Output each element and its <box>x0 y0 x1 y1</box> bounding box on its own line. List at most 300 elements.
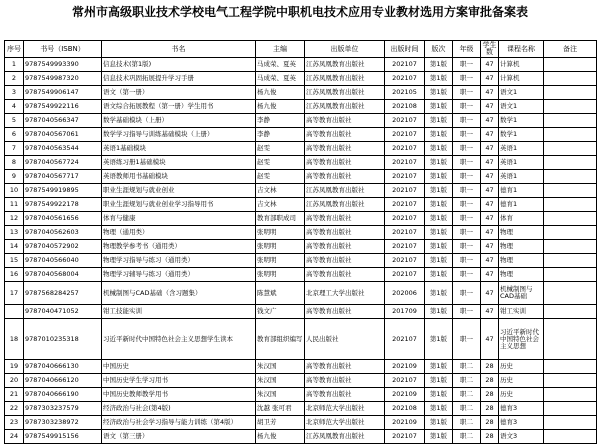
cell-student-count: 47 <box>481 240 499 254</box>
col-header-book: 书名 <box>102 41 256 58</box>
cell-author: 马成荣、夏英 <box>256 58 305 72</box>
cell-publisher: 高等教育出版社 <box>305 170 385 184</box>
cell-grade: 职一 <box>453 198 481 212</box>
cell-author: 教育部职成司 <box>256 212 305 226</box>
cell-grade: 职一 <box>453 184 481 198</box>
cell-book-title: 语文（第三册） <box>102 430 256 444</box>
cell-grade: 职二 <box>453 388 481 402</box>
table-row <box>5 156 597 170</box>
cell-course-name: 语文1 <box>499 86 544 100</box>
cell-remark <box>544 72 597 86</box>
document-title: 常州市高级职业技术学校电气工程学院中职机电技术应用专业教材选用方案审批备案表 <box>71 5 528 19</box>
cell-publish-date: 202107 <box>385 58 425 72</box>
cell-edition: 第1版 <box>425 416 453 430</box>
cell-edition: 第1版 <box>425 254 453 268</box>
cell-grade: 职一 <box>453 254 481 268</box>
cell-row-number: 15 <box>5 254 24 268</box>
cell-edition: 第1版 <box>425 212 453 226</box>
cell-student-count: 47 <box>481 282 499 305</box>
cell-publisher: 江苏凤凰教育出版社 <box>305 198 385 212</box>
cell-author: 赵雯 <box>256 142 305 156</box>
cell-isbn: 9787549987320 <box>24 72 102 86</box>
cell-edition: 第1版 <box>425 198 453 212</box>
cell-student-count: 47 <box>481 114 499 128</box>
cell-isbn: 9787549993390 <box>24 58 102 72</box>
cell-course-name: 英语1 <box>499 156 544 170</box>
cell-row-number: 12 <box>5 212 24 226</box>
cell-row-number: 1 <box>5 58 24 72</box>
cell-student-count: 47 <box>481 198 499 212</box>
cell-isbn: 9787040471052 <box>24 305 102 319</box>
cell-remark <box>544 184 597 198</box>
cell-book-title: 英语练习册1基础模块 <box>102 156 256 170</box>
cell-student-count: 47 <box>481 72 499 86</box>
cell-edition: 第1版 <box>425 360 453 374</box>
cell-course-name: 数学1 <box>499 114 544 128</box>
cell-edition: 第1版 <box>425 128 453 142</box>
col-header-course: 课程名称 <box>499 41 544 58</box>
table-row <box>5 319 597 360</box>
cell-book-title: 中国历史学生学习用书 <box>102 374 256 388</box>
cell-edition: 第1版 <box>425 114 453 128</box>
col-header-author: 主编 <box>256 41 305 58</box>
cell-edition: 第1版 <box>425 430 453 444</box>
cell-grade: 职二 <box>453 360 481 374</box>
cell-publisher: 高等教育出版社 <box>305 360 385 374</box>
cell-grade: 职一 <box>453 212 481 226</box>
cell-isbn: 9787040561656 <box>24 212 102 226</box>
cell-course-name: 物理 <box>499 268 544 282</box>
cell-grade: 职一 <box>453 170 481 184</box>
cell-remark <box>544 360 597 374</box>
cell-course-name: 德育1 <box>499 198 544 212</box>
textbook-approval-table <box>4 40 597 444</box>
table-row <box>5 226 597 240</box>
cell-course-name: 语文3 <box>499 430 544 444</box>
cell-grade: 职二 <box>453 374 481 388</box>
cell-isbn: 9787040566347 <box>24 114 102 128</box>
cell-author: 教育部组织编写 <box>256 319 305 360</box>
cell-grade: 职二 <box>453 430 481 444</box>
cell-publisher: 高等教育出版社 <box>305 128 385 142</box>
cell-remark <box>544 282 597 305</box>
cell-course-name: 计算机 <box>499 58 544 72</box>
cell-isbn: 9787040567717 <box>24 170 102 184</box>
cell-remark <box>544 142 597 156</box>
cell-publisher: 江苏凤凰教育出版社 <box>305 100 385 114</box>
cell-author: 胡卫芳 <box>256 416 305 430</box>
cell-row-number <box>5 305 24 319</box>
cell-row-number: 9 <box>5 170 24 184</box>
cell-edition: 第1版 <box>425 100 453 114</box>
cell-row-number: 5 <box>5 114 24 128</box>
cell-row-number: 21 <box>5 388 24 402</box>
cell-publisher: 高等教育出版社 <box>305 114 385 128</box>
cell-student-count: 28 <box>481 416 499 430</box>
col-header-isbn: 书号（ISBN） <box>24 41 102 58</box>
cell-student-count: 47 <box>481 142 499 156</box>
cell-publisher: 人民出版社 <box>305 319 385 360</box>
cell-book-title: 习近平新时代中国特色社会主义思想学生读本 <box>102 319 256 360</box>
cell-isbn: 9787040563544 <box>24 142 102 156</box>
table-row <box>5 128 597 142</box>
cell-grade: 职一 <box>453 72 481 86</box>
cell-grade: 职二 <box>453 402 481 416</box>
cell-remark <box>544 86 597 100</box>
cell-edition: 第1版 <box>425 388 453 402</box>
cell-edition: 第1版 <box>425 170 453 184</box>
cell-author: 张明明 <box>256 226 305 240</box>
cell-remark <box>544 254 597 268</box>
cell-grade: 职一 <box>453 114 481 128</box>
cell-book-title: 钳工技能实训 <box>102 305 256 319</box>
cell-student-count: 28 <box>481 374 499 388</box>
cell-publish-date: 202107 <box>385 198 425 212</box>
cell-publish-date: 202107 <box>385 128 425 142</box>
cell-publish-date: 202109 <box>385 416 425 430</box>
table-row <box>5 58 597 72</box>
cell-publish-date: 202109 <box>385 388 425 402</box>
cell-row-number: 10 <box>5 184 24 198</box>
cell-isbn: 9787040567724 <box>24 156 102 170</box>
cell-remark <box>544 268 597 282</box>
table-row <box>5 86 597 100</box>
cell-book-title: 语文综合拓展教程（第一册）学生用书 <box>102 100 256 114</box>
cell-book-title: 数学学习指导与训练基础模块（上册） <box>102 128 256 142</box>
cell-author: 李静 <box>256 128 305 142</box>
cell-author: 吉文林 <box>256 184 305 198</box>
cell-publisher: 北京师范大学出版社 <box>305 402 385 416</box>
cell-publisher: 高等教育出版社 <box>305 305 385 319</box>
cell-remark <box>544 430 597 444</box>
col-header-edition: 版次 <box>425 41 453 58</box>
cell-row-number: 18 <box>5 319 24 360</box>
cell-publisher: 高等教育出版社 <box>305 240 385 254</box>
cell-book-title: 英语教师用书基础模块 <box>102 170 256 184</box>
cell-remark <box>544 58 597 72</box>
cell-author: 杨九俊 <box>256 430 305 444</box>
cell-publish-date: 201709 <box>385 305 425 319</box>
cell-publish-date: 202107 <box>385 374 425 388</box>
cell-remark <box>544 212 597 226</box>
cell-grade: 职一 <box>453 128 481 142</box>
cell-isbn: 9787549906147 <box>24 86 102 100</box>
cell-row-number: 13 <box>5 226 24 240</box>
table-row <box>5 388 597 402</box>
cell-row-number: 20 <box>5 374 24 388</box>
cell-author: 张明明 <box>256 254 305 268</box>
col-header-no: 序号 <box>5 41 24 58</box>
cell-book-title: 物理（通用类） <box>102 226 256 240</box>
cell-publisher: 江苏凤凰教育出版社 <box>305 86 385 100</box>
cell-course-name: 语文1 <box>499 100 544 114</box>
table-row <box>5 198 597 212</box>
cell-edition: 第1版 <box>425 58 453 72</box>
table-row <box>5 268 597 282</box>
cell-book-title: 物理学习辅导与练习（通用类） <box>102 268 256 282</box>
cell-student-count: 47 <box>481 254 499 268</box>
cell-author: 朱汉国 <box>256 388 305 402</box>
cell-student-count: 47 <box>481 86 499 100</box>
cell-isbn: 9787040568004 <box>24 268 102 282</box>
cell-row-number: 11 <box>5 198 24 212</box>
cell-author: 张明明 <box>256 240 305 254</box>
cell-publisher: 高等教育出版社 <box>305 388 385 402</box>
cell-author: 吉文林 <box>256 198 305 212</box>
cell-row-number: 2 <box>5 72 24 86</box>
cell-publisher: 江苏凤凰教育出版社 <box>305 58 385 72</box>
table-row <box>5 416 597 430</box>
cell-author: 陈慧斌 <box>256 282 305 305</box>
cell-book-title: 信息技术(第1版) <box>102 58 256 72</box>
cell-book-title: 职业生涯规划与就业创业学习指导用书 <box>102 198 256 212</box>
cell-course-name: 物理 <box>499 226 544 240</box>
cell-course-name: 物理 <box>499 240 544 254</box>
cell-student-count: 28 <box>481 402 499 416</box>
cell-course-name: 机械制图与CAD基础 <box>499 282 544 305</box>
cell-publish-date: 202107 <box>385 430 425 444</box>
cell-publish-date: 202105 <box>385 86 425 100</box>
cell-author: 马成荣、夏英 <box>256 72 305 86</box>
cell-publish-date: 202107 <box>385 156 425 170</box>
table-row <box>5 72 597 86</box>
cell-student-count: 47 <box>481 226 499 240</box>
cell-edition: 第1版 <box>425 240 453 254</box>
cell-edition: 第1版 <box>425 268 453 282</box>
cell-remark <box>544 128 597 142</box>
cell-book-title: 体育与健康 <box>102 212 256 226</box>
cell-book-title: 中国历史教师教学用书 <box>102 388 256 402</box>
cell-remark <box>544 388 597 402</box>
cell-book-title: 经济政治与社会(第4版) <box>102 402 256 416</box>
cell-edition: 第1版 <box>425 374 453 388</box>
cell-student-count: 47 <box>481 319 499 360</box>
table-row <box>5 114 597 128</box>
cell-student-count: 47 <box>481 156 499 170</box>
cell-isbn: 9787040567061 <box>24 128 102 142</box>
cell-grade: 职一 <box>453 86 481 100</box>
cell-publish-date: 202006 <box>385 282 425 305</box>
cell-edition: 第1版 <box>425 72 453 86</box>
cell-author: 杨九俊 <box>256 100 305 114</box>
cell-row-number: 4 <box>5 100 24 114</box>
cell-publisher: 江苏凤凰教育出版社 <box>305 72 385 86</box>
cell-remark <box>544 240 597 254</box>
cell-publisher: 高等教育出版社 <box>305 226 385 240</box>
cell-row-number: 3 <box>5 86 24 100</box>
cell-student-count: 28 <box>481 430 499 444</box>
cell-course-name: 计算机 <box>499 72 544 86</box>
cell-isbn: 9787549915156 <box>24 430 102 444</box>
cell-course-name: 英语1 <box>499 170 544 184</box>
cell-course-name: 习近平新时代中国特色社会主义思想 <box>499 319 544 360</box>
cell-publish-date: 202108 <box>385 100 425 114</box>
cell-isbn: 9787568284257 <box>24 282 102 305</box>
cell-author: 张明明 <box>256 268 305 282</box>
cell-course-name: 历史 <box>499 388 544 402</box>
cell-isbn: 9787040572902 <box>24 240 102 254</box>
cell-grade: 职一 <box>453 282 481 305</box>
table-row <box>5 282 597 305</box>
cell-publish-date: 202107 <box>385 114 425 128</box>
cell-grade: 职一 <box>453 58 481 72</box>
cell-author: 朱汉国 <box>256 360 305 374</box>
cell-author: 杨九俊 <box>256 86 305 100</box>
cell-publish-date: 202107 <box>385 142 425 156</box>
cell-row-number: 23 <box>5 416 24 430</box>
cell-publisher: 北京理工大学出版社 <box>305 282 385 305</box>
cell-publisher: 江苏凤凰教育出版社 <box>305 430 385 444</box>
cell-book-title: 物理教学参考书（通用类） <box>102 240 256 254</box>
cell-remark <box>544 416 597 430</box>
cell-author: 赵雯 <box>256 156 305 170</box>
cell-course-name: 历史 <box>499 360 544 374</box>
cell-remark <box>544 198 597 212</box>
cell-grade: 职一 <box>453 240 481 254</box>
cell-edition: 第1版 <box>425 184 453 198</box>
cell-publisher: 高等教育出版社 <box>305 156 385 170</box>
cell-grade: 职一 <box>453 305 481 319</box>
table-row <box>5 170 597 184</box>
cell-author: 李静 <box>256 114 305 128</box>
cell-publisher: 高等教育出版社 <box>305 142 385 156</box>
cell-isbn: 9787549922116 <box>24 100 102 114</box>
cell-publisher: 高等教育出版社 <box>305 268 385 282</box>
col-header-publisher: 出版单位 <box>305 41 385 58</box>
cell-course-name: 英语1 <box>499 142 544 156</box>
cell-grade: 职一 <box>453 319 481 360</box>
cell-edition: 第1版 <box>425 86 453 100</box>
cell-publisher: 高等教育出版社 <box>305 374 385 388</box>
cell-student-count: 47 <box>481 212 499 226</box>
cell-remark <box>544 100 597 114</box>
cell-isbn: 9787040562603 <box>24 226 102 240</box>
cell-remark <box>544 402 597 416</box>
cell-isbn: 9787040666190 <box>24 388 102 402</box>
cell-row-number: 6 <box>5 128 24 142</box>
cell-student-count: 47 <box>481 268 499 282</box>
cell-isbn: 9787040666130 <box>24 360 102 374</box>
table-row <box>5 254 597 268</box>
table-row <box>5 374 597 388</box>
cell-publisher: 高等教育出版社 <box>305 212 385 226</box>
cell-student-count: 28 <box>481 360 499 374</box>
col-header-date: 出版时间 <box>385 41 425 58</box>
cell-course-name: 体育 <box>499 212 544 226</box>
cell-publish-date: 202109 <box>385 360 425 374</box>
cell-remark <box>544 374 597 388</box>
cell-row-number: 17 <box>5 282 24 305</box>
cell-isbn: 9787549919895 <box>24 184 102 198</box>
table-row <box>5 184 597 198</box>
cell-author: 朱汉国 <box>256 374 305 388</box>
cell-edition: 第1版 <box>425 156 453 170</box>
cell-course-name: 历史 <box>499 374 544 388</box>
cell-remark <box>544 114 597 128</box>
cell-edition: 第1版 <box>425 282 453 305</box>
cell-author: 赵雯 <box>256 170 305 184</box>
cell-book-title: 职业生涯规划与就业创业 <box>102 184 256 198</box>
cell-publish-date: 202108 <box>385 402 425 416</box>
cell-row-number: 14 <box>5 240 24 254</box>
cell-edition: 第1版 <box>425 305 453 319</box>
cell-book-title: 信息技术巩固拓展提升学习手册 <box>102 72 256 86</box>
cell-row-number: 24 <box>5 430 24 444</box>
cell-publish-date: 202107 <box>385 268 425 282</box>
col-header-note: 备注 <box>544 41 597 58</box>
cell-publish-date: 202107 <box>385 240 425 254</box>
cell-isbn: 9787549922178 <box>24 198 102 212</box>
cell-publish-date: 202107 <box>385 184 425 198</box>
table-row <box>5 142 597 156</box>
cell-student-count: 47 <box>481 170 499 184</box>
cell-isbn: 9787303237579 <box>24 402 102 416</box>
cell-row-number: 16 <box>5 268 24 282</box>
cell-grade: 职一 <box>453 100 481 114</box>
cell-book-title: 经济政治与社会学习指导与能力训练（第4版） <box>102 416 256 430</box>
cell-remark <box>544 305 597 319</box>
cell-isbn: 9787040666120 <box>24 374 102 388</box>
table-row <box>5 402 597 416</box>
cell-edition: 第1版 <box>425 402 453 416</box>
cell-student-count: 47 <box>481 184 499 198</box>
cell-course-name: 德育1 <box>499 184 544 198</box>
cell-isbn: 9787010235318 <box>24 319 102 360</box>
cell-student-count: 47 <box>481 305 499 319</box>
cell-book-title: 英语1基础模块 <box>102 142 256 156</box>
col-header-students: 学生数 <box>482 41 497 56</box>
cell-edition: 第1版 <box>425 226 453 240</box>
cell-student-count: 47 <box>481 58 499 72</box>
col-header-grade: 年级 <box>453 41 481 58</box>
cell-row-number: 19 <box>5 360 24 374</box>
cell-grade: 职一 <box>453 268 481 282</box>
cell-book-title: 机械制图与CAD基础（含习题集） <box>102 282 256 305</box>
cell-student-count: 47 <box>481 100 499 114</box>
cell-book-title: 物理学习指导与练习（通用类） <box>102 254 256 268</box>
cell-course-name: 钳工实训 <box>499 305 544 319</box>
cell-publish-date: 202107 <box>385 319 425 360</box>
cell-isbn: 9787303238972 <box>24 416 102 430</box>
cell-remark <box>544 319 597 360</box>
cell-row-number: 7 <box>5 142 24 156</box>
cell-course-name: 德育3 <box>499 402 544 416</box>
table-row <box>5 430 597 444</box>
table-row <box>5 212 597 226</box>
table-row <box>5 360 597 374</box>
cell-remark <box>544 170 597 184</box>
cell-course-name: 数学1 <box>499 128 544 142</box>
cell-remark <box>544 156 597 170</box>
cell-edition: 第1版 <box>425 142 453 156</box>
cell-row-number: 22 <box>5 402 24 416</box>
cell-student-count: 47 <box>481 128 499 142</box>
table-row <box>5 100 597 114</box>
cell-publisher: 江苏凤凰教育出版社 <box>305 184 385 198</box>
header-row <box>5 41 597 58</box>
cell-grade: 职一 <box>453 142 481 156</box>
cell-publisher: 北京师范大学出版社 <box>305 416 385 430</box>
cell-publish-date: 202107 <box>385 212 425 226</box>
cell-book-title: 数学基础模块（上册） <box>102 114 256 128</box>
cell-row-number: 8 <box>5 156 24 170</box>
cell-author: 沈越 张可君 <box>256 402 305 416</box>
table-row <box>5 240 597 254</box>
cell-course-name: 物理 <box>499 254 544 268</box>
cell-edition: 第1版 <box>425 319 453 360</box>
cell-publish-date: 202107 <box>385 72 425 86</box>
cell-publish-date: 202107 <box>385 254 425 268</box>
